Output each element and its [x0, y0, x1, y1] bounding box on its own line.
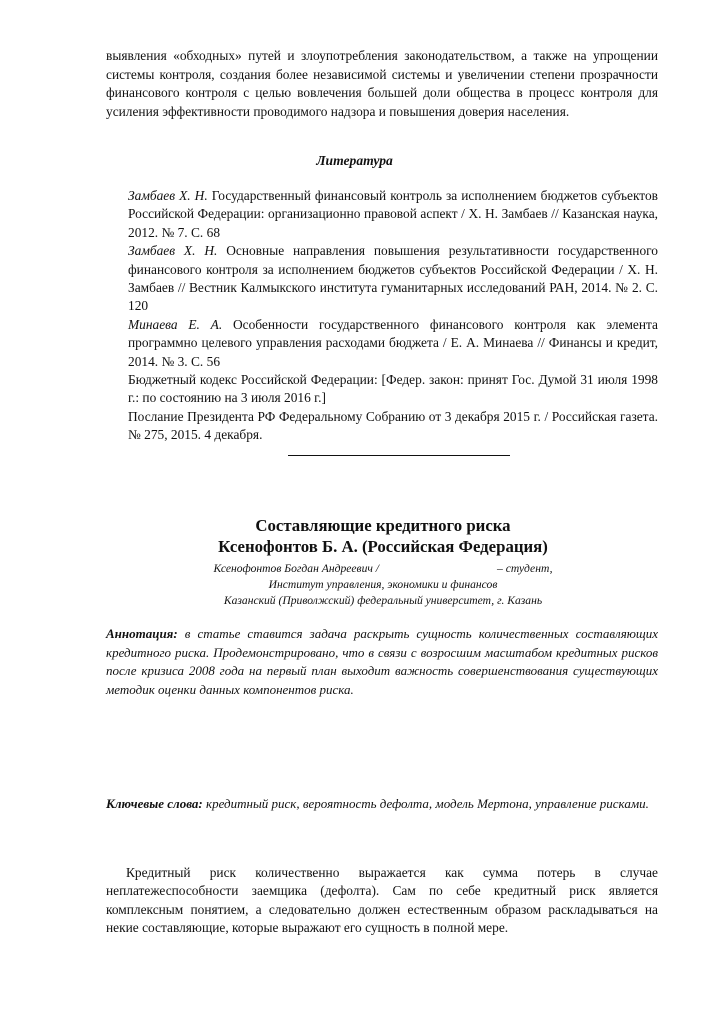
- reference-item: [128, 316, 658, 371]
- abstract: [106, 625, 658, 699]
- reference-text: Особенности государственного финансового контроля как элемента программно целевого управления расходами бюджета / Е. А. Минаева // Финансы и кредит, 2014. № 3. С. 56: [128, 316, 658, 369]
- body-paragraph: Кредитный риск количественно выражается как сумма потерь в случае неплатежеспособности заемщика (дефолта). Сам по себе кредитный риск является комплексным понятием, а следовательно должен естественным образом раскладываться на некие составляющие, которые выражают его сущность в полной мере.: [106, 865, 658, 936]
- article-author-line: Ксенофонтов Б. А. (Российская Федерация): [218, 537, 548, 556]
- reference-text: Основные направления повышения результативности государственного финансового контроля за исполнением бюджетов субъектов Российской Федерации / Х. Н. Замбаев // Вестник Калмыкского института гуманитарных исследований РАН, 2014. № 2. С. 120: [128, 243, 658, 314]
- article-title: Составляющие кредитного риска: [255, 516, 511, 535]
- reference-item: [128, 187, 658, 242]
- reference-text: Бюджетный кодекс Российской Федерации: [Федер. закон: принят Гос. Думой 31 июля 1998 г.: по состоянию на 3 июля 2016 г.]: [128, 372, 658, 406]
- author-full-name: Ксенофонтов Богдан Андреевич /: [213, 562, 380, 575]
- keywords-label: Ключевые слова:: [106, 796, 203, 811]
- references-list: [128, 187, 658, 445]
- reference-text: Государственный финансовый контроль за исполнением бюджетов субъектов Российской Федерации: организационно правовой аспект / Х. Н. Замбаев // Казанская наука, 2012. № 7. С. 68: [128, 188, 658, 240]
- continuation-paragraph: выявления «обходных» путей и злоупотребления законодательством, а также на упрощении системы контроля, создания более независимой системы и увеличении степени прозрачности финансового контроля с целью вовлечения большей доли общества в процесс контроля для усиления эффективности проводимого надзора и повышения доверия населения.: [106, 48, 658, 119]
- literature-heading: Литература: [316, 153, 393, 168]
- abstract-label: Аннотация:: [106, 626, 178, 641]
- reference-text: Послание Президента РФ Федеральному Собранию от 3 декабря 2015 г. / Российская газета. № 275, 2015. 4 декабря.: [128, 408, 658, 443]
- affiliation-name-line: [0, 561, 709, 577]
- affiliation-institute: Институт управления, экономики и финансов: [268, 578, 498, 591]
- reference-item: [128, 408, 658, 445]
- keywords: [106, 795, 658, 814]
- affiliation-university: Казанский (Приволжский) федеральный университет, г. Казань: [223, 594, 543, 607]
- reference-author: Замбаев Х. Н.: [128, 243, 218, 259]
- reference-author: Замбаев Х. Н.: [128, 188, 208, 203]
- section-divider: [288, 455, 510, 456]
- reference-author: Минаева Е. А.: [128, 316, 223, 332]
- reference-item: [128, 371, 658, 408]
- keywords-text: кредитный риск, вероятность дефолта, модель Мертона, управление рисками.: [202, 796, 649, 811]
- author-role: – студент,: [497, 562, 553, 575]
- abstract-text: в статье ставится задача раскрыть сущность количественных составляющих кредитного риска. Продемонстрировано, что в связи с возросшим масштабом кредитных рисков после кризиса 2008 года на первый план выходит важность совершенствования существующих методик оценки данных компонентов риска.: [106, 626, 658, 697]
- reference-item: [128, 242, 658, 316]
